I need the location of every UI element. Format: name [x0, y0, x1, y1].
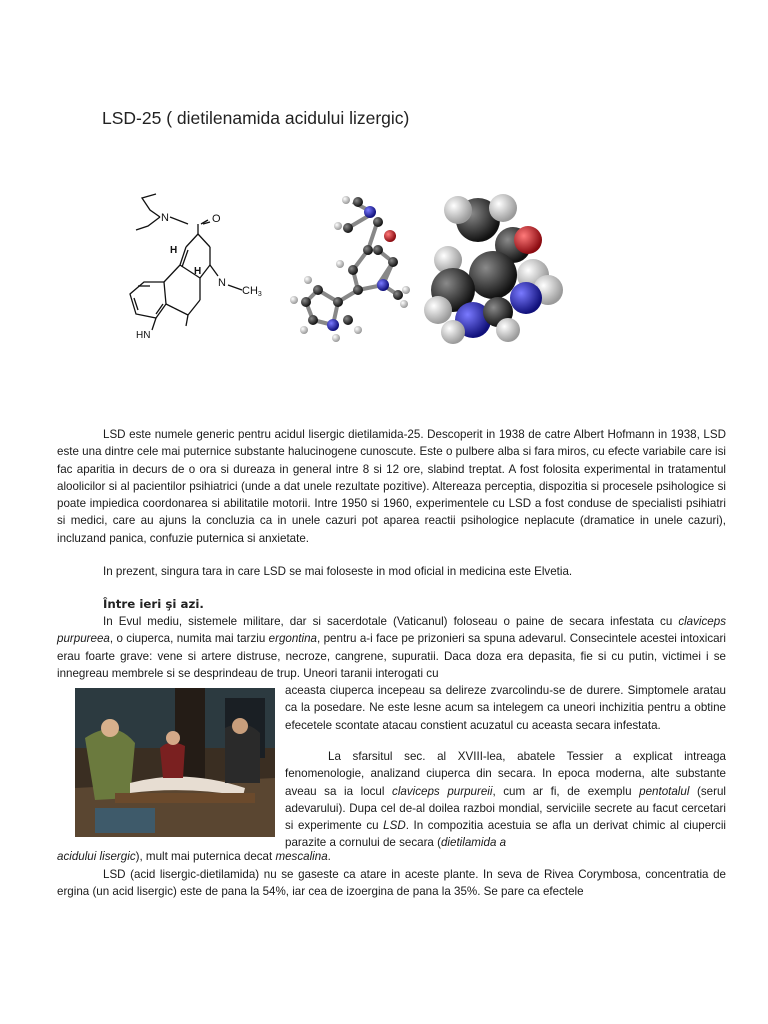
paragraph-rivea: LSD (acid lisergic-dietilamida) nu se gaseste ca atare in aceste plante. In seva de Rivea Corymbosa, concentratia de ergina (un acid lisergic) este de pana la 54%, iar cea de izoergina de pana la 35%. Se pare ca efectele [57, 868, 726, 899]
inquisition-painting [75, 688, 275, 837]
n-amide-label: N [161, 212, 169, 224]
paragraph-possession: aceasta ciuperca incepeau sa delireze zvarcolindu-se de durere. Simptomele aratau ca la posedare. Ne este lesne acum sa intelegem ca uneori inchizitia pentru a obtine efecetele scontate atacau constient acuzatul cu aceasta secara infestata. [285, 684, 726, 732]
space-filling-model [424, 194, 563, 344]
paragraph-switzerland: In prezent, singura tara in care LSD se mai foloseste in mod oficial in medicina este Elvetia. [103, 565, 573, 578]
h-label-1: H [170, 245, 178, 256]
paragraph-tessier: La sfarsitul sec. al XVIII-lea, abatele Tessier a explicat intreaga fenomenologie, analizand ciuperca din secara. In epoca moderna, alte substante aveau sa ia locul claviceps purpureii, cum ar fi, de exemplu pentotalul (serul adevarului). Dupa cel de-al doilea razboi mondial, serviciile secrete au facut cercetari si experimente cu LSD. In compozitia acestuia se afla un derivat chimic al ciupercii parazite a cornului de secara (dietilamida a [285, 750, 726, 850]
paragraph-mescaline: acidului lisergic), mult mai puternica decat mescalina. [57, 850, 331, 863]
ball-and-stick-model [306, 202, 398, 325]
ch3-label: CH3 [242, 285, 262, 298]
paragraph-middle-ages: In Evul mediu, sistemele militare, dar si sacerdotale (Vaticanul) foloseau o paine de secara infestata cu claviceps purpureea, o ciuperca, numita mai tarziu ergontina, pentru a-i face pe prizonieri sa spuna adevarul. Consecintele acestei intoxicari erau foarte grave: vene si artere distruse, necroze, cangrene, supuratii. Daca doza era depasita, fie si cu putin, victimei i se innegreau membrele si se desprindeau de trup. Uneori taranii interogati cu [57, 615, 726, 680]
h-label-2: H [194, 266, 202, 277]
n-methyl-label: N [218, 277, 226, 289]
hn-label: HN [136, 330, 151, 341]
paragraph-intro: LSD este numele generic pentru acidul lisergic dietilamida-25. Descoperit in 1938 de catre Albert Hofmann in 1938, LSD este una dintre cele mai puternice substante halucinogene cunoscute. Este o pulbere alba si fara miros, cu efecte variabile care isi fac aparitia in decurs de o ora si dureaza in general intre 8 si 12 ore, slabind treptat. A fost folosita experimental in tratamentul aloolicilor si al pacientilor psihiatrici (unde a dat unele rezultate pozitive). Altereaza perceptia, dispozitia si procesele psihologice si poate impiedica coordonarea si abilitatile motorii. Intre 1950 si 1960, experimentele cu LSD a fost conduse de specialisti psihiatri si medici, care au ajuns la concluzia ca in unele cazuri pot aparea reactii psihologice neplacute (dramatice in unele cazuri), incluzand panica, confuzie puternica si anxietate. [57, 428, 726, 545]
o-carbonyl-label: O [212, 213, 221, 225]
page-title: LSD-25 ( dietilenamida acidului lizergic) [102, 108, 410, 128]
section-heading: Între ieri şi azi. [103, 597, 204, 611]
skeletal-formula [130, 194, 242, 330]
molecule-figures [108, 190, 588, 350]
